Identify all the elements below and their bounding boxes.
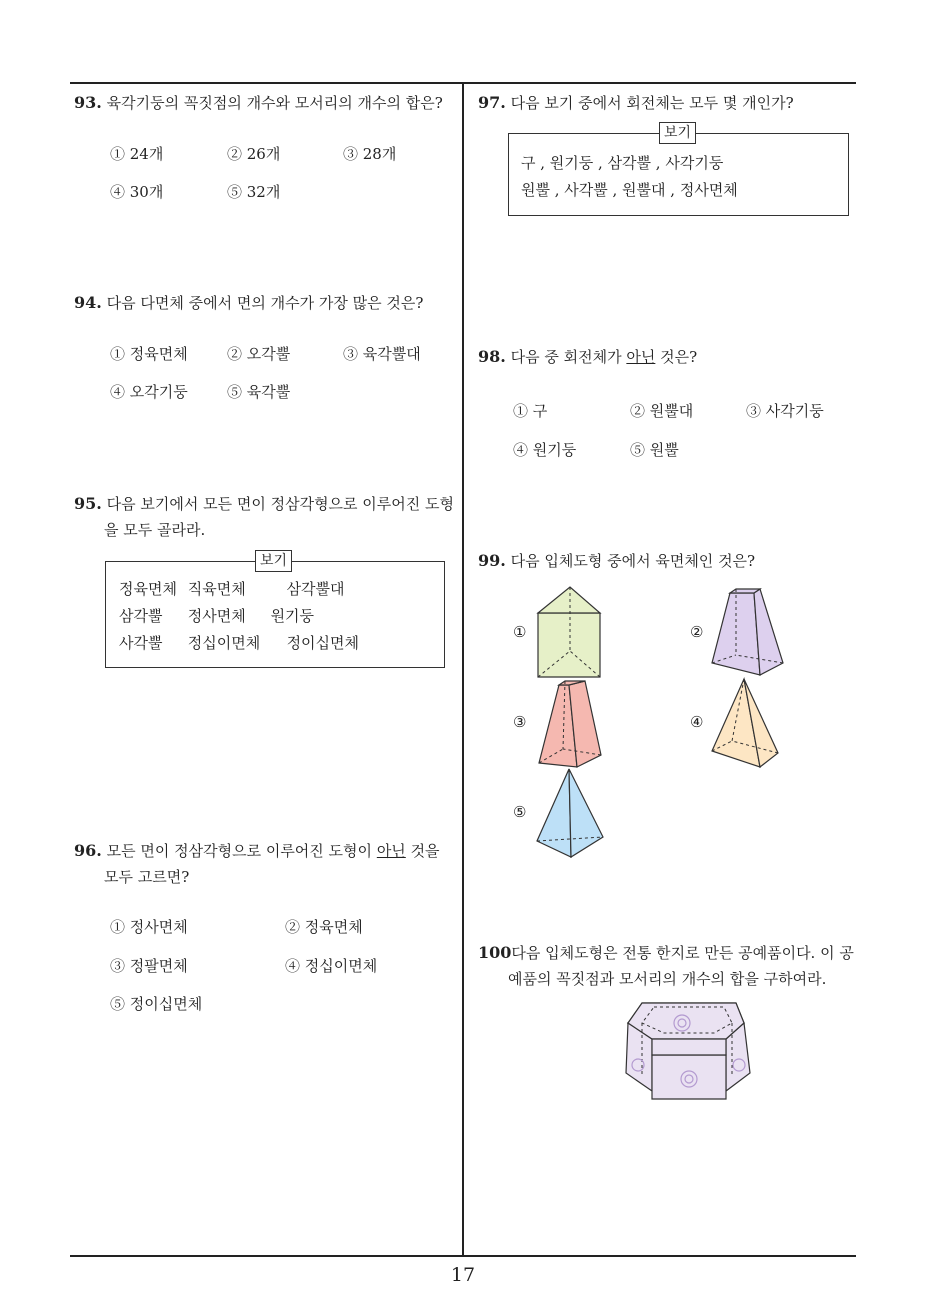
bogi-item: 직육면체 (187, 580, 246, 598)
option-98-2[interactable]: ② 원뿔대 (630, 402, 694, 420)
option-94-4[interactable]: ④ 오각기둥 (110, 383, 188, 401)
question-97 (478, 90, 794, 116)
column-divider (462, 82, 464, 1257)
option-96-4[interactable]: ④ 정십이면체 (285, 957, 378, 975)
square-pyramid-figure[interactable] (708, 675, 783, 770)
prism-top-face (538, 587, 600, 613)
bogi-line (119, 632, 359, 653)
bogi-item: 삼각뿔 (119, 607, 163, 625)
question-text-line2: 예품의 꼭짓점과 모서리의 개수의 합을 구하여라. (508, 970, 827, 988)
bogi-item: 사각뿔 (119, 634, 163, 652)
bogi-item: 삼각뿔대 (286, 580, 345, 598)
bottom-rule (70, 1255, 856, 1257)
triangular-frustum-figure[interactable] (533, 675, 608, 770)
option-93-4[interactable]: ④ 30개 (110, 183, 164, 201)
bogi-line: 구 , 원기둥 , 삼각뿔 , 사각기둥 (521, 154, 724, 172)
question-95 (74, 491, 459, 543)
bogi-label-97: 보기 (659, 122, 696, 144)
question-number: 96. (74, 841, 102, 860)
bogi-line (119, 605, 314, 626)
question-number: 94. (74, 293, 102, 312)
option-93-3[interactable]: ③ 28개 (343, 145, 397, 163)
question-text: 다음 입체도형 중에서 육면체인 것은? (510, 552, 756, 570)
question-text-line2: 모두 고르면? (104, 868, 190, 886)
question-93 (74, 90, 443, 116)
triangular-prism-figure[interactable] (530, 585, 610, 680)
option-98-5[interactable]: ⑤ 원뿔 (630, 441, 679, 459)
frustum-top-face (730, 589, 760, 593)
question-94 (74, 290, 423, 316)
option-98-4[interactable]: ④ 원기둥 (513, 441, 577, 459)
pyramid-front-face (537, 769, 571, 857)
bogi-item: 정육면체 (119, 580, 177, 598)
bogi-item: 정이십면체 (286, 634, 360, 652)
bogi-item: 정십이면체 (187, 634, 261, 652)
question-96 (74, 838, 459, 890)
bogi-label-95: 보기 (255, 550, 292, 572)
question-number: 100 (478, 943, 512, 962)
question-text-post: 것을 (405, 842, 440, 860)
pyramid-side-face (569, 769, 603, 857)
question-number: 93. (74, 93, 102, 112)
option-93-1[interactable]: ① 24개 (110, 145, 164, 163)
bogi-line: 원뿔 , 사각뿔 , 원뿔대 , 정사면체 (521, 181, 738, 199)
question-text-line1: 다음 입체도형은 전통 한지로 만든 공예품이다. 이 공 (511, 944, 854, 962)
underlined-word: 아닌 (626, 348, 656, 366)
question-number: 95. (74, 494, 102, 513)
option-96-1[interactable]: ① 정사면체 (110, 918, 188, 936)
bogi-item: 원기둥 (270, 607, 315, 625)
hanji-craft-box-figure (622, 995, 757, 1103)
option-99-1-mark[interactable]: ① (513, 623, 527, 641)
question-number: 98. (478, 347, 506, 366)
bogi-box-97 (508, 133, 849, 216)
option-98-1[interactable]: ① 구 (513, 402, 548, 420)
option-99-3-mark[interactable]: ③ (513, 713, 527, 731)
prism-front-face (538, 613, 600, 677)
question-number: 99. (478, 551, 506, 570)
question-text: 육각기둥의 꼭짓점의 개수와 모서리의 개수의 합은? (106, 94, 443, 112)
bogi-line (119, 578, 345, 599)
option-94-3[interactable]: ③ 육각뿔대 (343, 345, 421, 363)
option-99-4-mark[interactable]: ④ (690, 713, 704, 731)
bogi-item: 정사면체 (187, 607, 246, 625)
question-text-line2: 을 모두 골라라. (104, 521, 206, 539)
option-99-5-mark[interactable]: ⑤ (513, 803, 527, 821)
question-number: 97. (478, 93, 506, 112)
option-94-1[interactable]: ① 정육면체 (110, 345, 188, 363)
box-front-face (652, 1055, 726, 1099)
question-text: 다음 다면체 중에서 면의 개수가 가장 많은 것은? (106, 294, 424, 312)
option-93-5[interactable]: ⑤ 32개 (227, 183, 281, 201)
bogi-box-95 (105, 561, 445, 668)
question-text-pre: 다음 중 회전체가 (510, 348, 627, 366)
question-98 (478, 344, 697, 370)
option-96-3[interactable]: ③ 정팔면체 (110, 957, 188, 975)
question-100 (478, 940, 863, 992)
option-98-3[interactable]: ③ 사각기둥 (746, 402, 824, 420)
question-text-line1: 다음 보기에서 모든 면이 정삼각형으로 이루어진 도형 (106, 495, 455, 513)
underlined-word: 아닌 (376, 842, 406, 860)
option-96-2[interactable]: ② 정육면체 (285, 918, 363, 936)
question-text: 다음 보기 중에서 회전체는 모두 몇 개인가? (510, 94, 794, 112)
square-frustum-figure[interactable] (708, 585, 788, 680)
option-94-2[interactable]: ② 오각뿔 (227, 345, 291, 363)
option-99-2-mark[interactable]: ② (690, 623, 704, 641)
question-text-pre: 모든 면이 정삼각형으로 이루어진 도형이 (106, 842, 377, 860)
triangular-pyramid-figure[interactable] (533, 765, 608, 860)
question-99 (478, 548, 755, 574)
option-93-2[interactable]: ② 26개 (227, 145, 281, 163)
question-text-post: 것은? (655, 348, 698, 366)
option-94-5[interactable]: ⑤ 육각뿔 (227, 383, 291, 401)
box-front-bevel (652, 1039, 726, 1055)
page-number: 17 (450, 1264, 476, 1286)
option-96-5[interactable]: ⑤ 정이십면체 (110, 995, 203, 1013)
